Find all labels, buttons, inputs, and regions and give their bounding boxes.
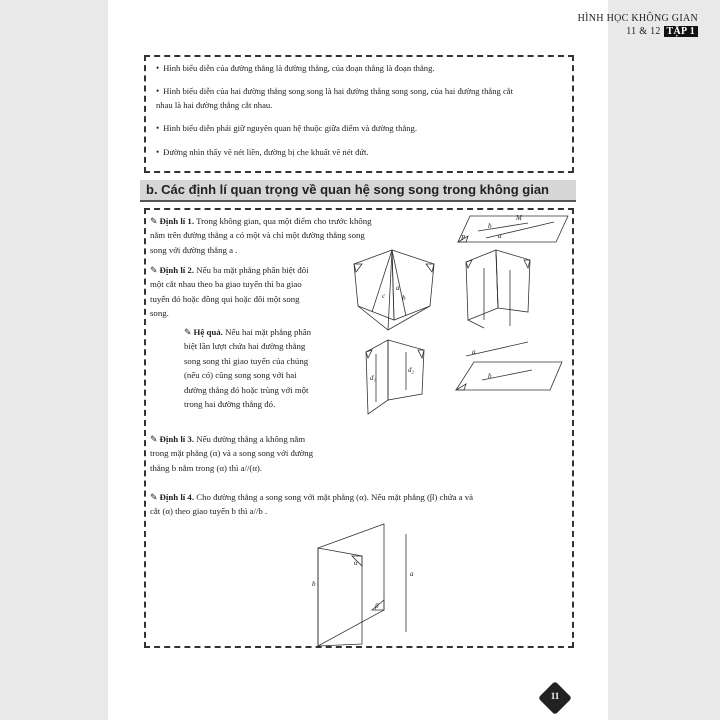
pen-icon: ✎ bbox=[150, 216, 158, 226]
plane-left bbox=[354, 250, 394, 320]
bullet-icon: • bbox=[156, 63, 160, 73]
note-4: • Đường nhìn thấy vẽ nét liền, đường bị che khuất vẽ nét đứt. bbox=[156, 147, 369, 157]
theorem-2-figure-concurrent bbox=[352, 250, 438, 332]
label-beta: β bbox=[375, 602, 379, 610]
theorem-4-figure bbox=[300, 520, 430, 648]
label-d1: d₁ bbox=[370, 374, 376, 382]
header-subtitle: 11 & 12 bbox=[626, 26, 661, 37]
label-a: a bbox=[498, 232, 502, 240]
label-m: M bbox=[516, 214, 522, 222]
line-a bbox=[496, 252, 498, 308]
header-title: HÌNH HỌC KHÔNG GIAN bbox=[577, 13, 698, 24]
note-3: • Hình biểu diễn phải giữ nguyên quan hệ thuộc giữa điểm và đường thẳng. bbox=[156, 123, 417, 133]
label-p: P bbox=[461, 234, 466, 242]
note-1: • Hình biểu diễn của đường thẳng là đường thẳng, của đoạn thẳng là đoạn thẳng. bbox=[156, 63, 435, 73]
plane-right bbox=[496, 250, 530, 312]
label-alpha: α bbox=[354, 559, 358, 567]
label-a: a bbox=[410, 570, 414, 578]
pen-icon: ✎ bbox=[150, 265, 158, 275]
line-a bbox=[388, 250, 392, 330]
label-c: c bbox=[382, 292, 386, 300]
corollary: ✎ Hệ quả. Nếu hai mặt phẳng phân biệt lần lượt chứa hai đường thẳng song song thì giao tuyến của chúng (nếu có) cũng song song với hai đường thẳng đó hoặc trùng với một trong hai đường thẳng đó. bbox=[184, 327, 312, 410]
corner-mark bbox=[466, 260, 472, 268]
line-b bbox=[392, 250, 406, 316]
theorem-4: ✎ Định lí 4. Cho đường thẳng a song song với mặt phẳng (α). Nếu mặt phẳng (β) chứa a và cắt (α) theo giao tuyến b thì a//b . bbox=[150, 492, 474, 517]
notes-box bbox=[144, 55, 574, 173]
theorem-2: ✎ Định lí 2. Nếu ba mặt phẳng phân biệt đôi một cắt nhau theo ba giao tuyến thì ba giao tuyến đó hoặc đồng qui hoặc đôi một song song. bbox=[150, 265, 309, 319]
theorem-1-figure bbox=[458, 214, 570, 246]
plane-back bbox=[318, 524, 384, 646]
pen-icon: ✎ bbox=[184, 327, 192, 337]
base-line bbox=[468, 320, 484, 328]
theorem-3-figure bbox=[452, 340, 564, 396]
plane-alpha bbox=[456, 362, 562, 390]
corner-mark bbox=[426, 264, 434, 272]
bullet-icon: • bbox=[156, 147, 160, 157]
pen-icon: ✎ bbox=[150, 492, 158, 502]
corner-mark bbox=[354, 264, 362, 272]
label-a: a bbox=[472, 348, 476, 356]
label-b: b bbox=[402, 294, 406, 302]
header-volume: TẬP 1 bbox=[664, 26, 698, 37]
note-2-cont: nhau là hai đường thẳng cắt nhau. bbox=[156, 100, 273, 110]
bullet-icon: • bbox=[156, 123, 160, 133]
label-b: b bbox=[488, 372, 492, 380]
pen-icon: ✎ bbox=[150, 434, 158, 444]
running-header bbox=[578, 12, 698, 38]
theorem-1: ✎ Định lí 1. Trong không gian, qua một điểm cho trước không nằm trên đường thẳng a có một và chỉ một đường thẳng song song với đường thẳng a . bbox=[150, 216, 372, 255]
label-a: a bbox=[396, 284, 400, 292]
bullet-icon: • bbox=[156, 86, 160, 96]
page-number: 11 bbox=[543, 686, 567, 710]
plane-p bbox=[458, 216, 568, 242]
header-subtitle-row bbox=[578, 25, 698, 38]
theorem-3: ✎ Định lí 3. Nếu đường thẳng a không nằm trong mặt phẳng (α) và a song song với đường thẳng b nằm trong (α) thì a//(α). bbox=[150, 434, 314, 473]
note-2: • Hình biểu diễn của hai đường thẳng song song là hai đường thẳng song song, của hai đường thẳng cắt bbox=[156, 86, 513, 96]
label-b: b bbox=[488, 222, 492, 230]
section-title: b. Các định lí quan trọng về quan hệ song song trong không gian bbox=[140, 180, 576, 202]
corollary-figure-planes bbox=[362, 340, 430, 416]
corner-mark bbox=[524, 260, 530, 268]
corner-mark bbox=[418, 350, 424, 358]
theorem-2-figure-parallel bbox=[464, 250, 534, 332]
label-d2: d₂ bbox=[408, 366, 414, 374]
label-b: b bbox=[312, 580, 316, 588]
